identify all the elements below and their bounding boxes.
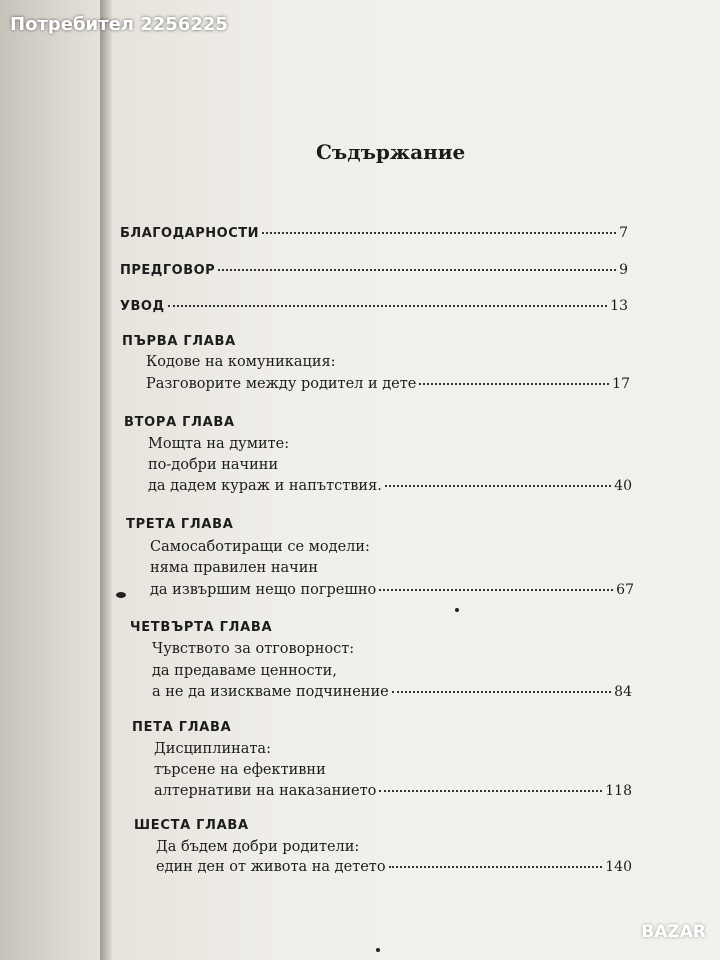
toc-entry-chapter-3[interactable] <box>150 582 634 598</box>
chapter-title-line: един ден от живота на детето <box>156 859 386 875</box>
leader-dots <box>389 866 603 868</box>
toc-title: Съдържание <box>316 140 466 164</box>
entry-page: 40 <box>614 478 632 494</box>
entry-label: БЛАГОДАРНОСТИ <box>120 226 259 241</box>
left-page <box>0 0 108 960</box>
entry-label: ПРЕДГОВОР <box>120 263 216 278</box>
chapter-heading: ШЕСТА ГЛАВА <box>134 818 249 833</box>
chapter-heading: ТРЕТА ГЛАВА <box>126 517 234 532</box>
entry-page: 7 <box>619 225 628 241</box>
entry-page: 118 <box>605 783 632 799</box>
chapter-title-line: да предаваме ценности, <box>152 663 337 679</box>
chapter-heading: ВТОРА ГЛАВА <box>124 415 235 430</box>
chapter-title-line: да дадем кураж и напътствия. <box>148 478 382 494</box>
chapter-heading: ПЪРВА ГЛАВА <box>122 334 236 349</box>
toc-entry-chapter-1[interactable] <box>146 376 630 392</box>
leader-dots <box>385 485 611 487</box>
entry-page: 13 <box>610 298 628 314</box>
chapter-title-line: Мощта на думите: <box>148 436 290 452</box>
chapter-title-line: а не да изискваме подчинение <box>152 684 389 700</box>
chapter-title-line: търсене на ефективни <box>154 762 326 778</box>
entry-page: 17 <box>612 376 630 392</box>
paper-speck <box>455 608 459 612</box>
leader-dots <box>379 790 602 792</box>
entry-label: УВОД <box>120 299 165 314</box>
leader-dots <box>218 269 616 271</box>
toc-entry-acknowledgements[interactable] <box>120 225 628 241</box>
entry-page: 67 <box>616 582 634 598</box>
user-watermark: Потребител 2256225 <box>10 14 228 35</box>
leader-dots <box>392 691 611 693</box>
chapter-title-line: Самосаботиращи се модели: <box>150 539 370 555</box>
bazar-logo: BAZAR <box>641 922 706 942</box>
entry-page: 9 <box>619 262 628 278</box>
chapter-title-line: Разговорите между родител и дете <box>146 376 417 392</box>
chapter-title-line: Кодове на комуникация: <box>146 354 336 370</box>
toc-entry-chapter-2[interactable] <box>148 478 632 494</box>
entry-page: 84 <box>614 684 632 700</box>
toc-entry-chapter-4[interactable] <box>152 684 632 700</box>
leader-dots <box>419 383 609 385</box>
toc-entry-chapter-5[interactable] <box>154 783 632 799</box>
chapter-title-line: няма правилен начин <box>150 560 319 576</box>
entry-page: 140 <box>605 859 632 875</box>
chapter-title-line: по-добри начини <box>148 457 279 473</box>
chapter-title-line: Да бъдем добри родители: <box>156 839 360 855</box>
toc-entry-introduction[interactable] <box>120 298 628 314</box>
leader-dots <box>262 232 616 234</box>
chapter-heading: ЧЕТВЪРТА ГЛАВА <box>130 620 273 635</box>
chapter-title-line: алтернативи на наказанието <box>154 783 377 799</box>
toc-entry-chapter-6[interactable] <box>156 859 632 875</box>
chapter-title-line: да извършим нещо погрешно <box>150 582 377 598</box>
leader-dots <box>379 589 613 591</box>
chapter-title-line: Чувството за отговорност: <box>152 641 355 657</box>
paper-speck <box>116 592 126 598</box>
chapter-heading: ПЕТА ГЛАВА <box>132 720 232 735</box>
leader-dots <box>168 305 608 307</box>
toc-entry-preface[interactable] <box>120 262 628 278</box>
paper-speck <box>376 948 380 952</box>
chapter-title-line: Дисциплината: <box>154 741 271 757</box>
